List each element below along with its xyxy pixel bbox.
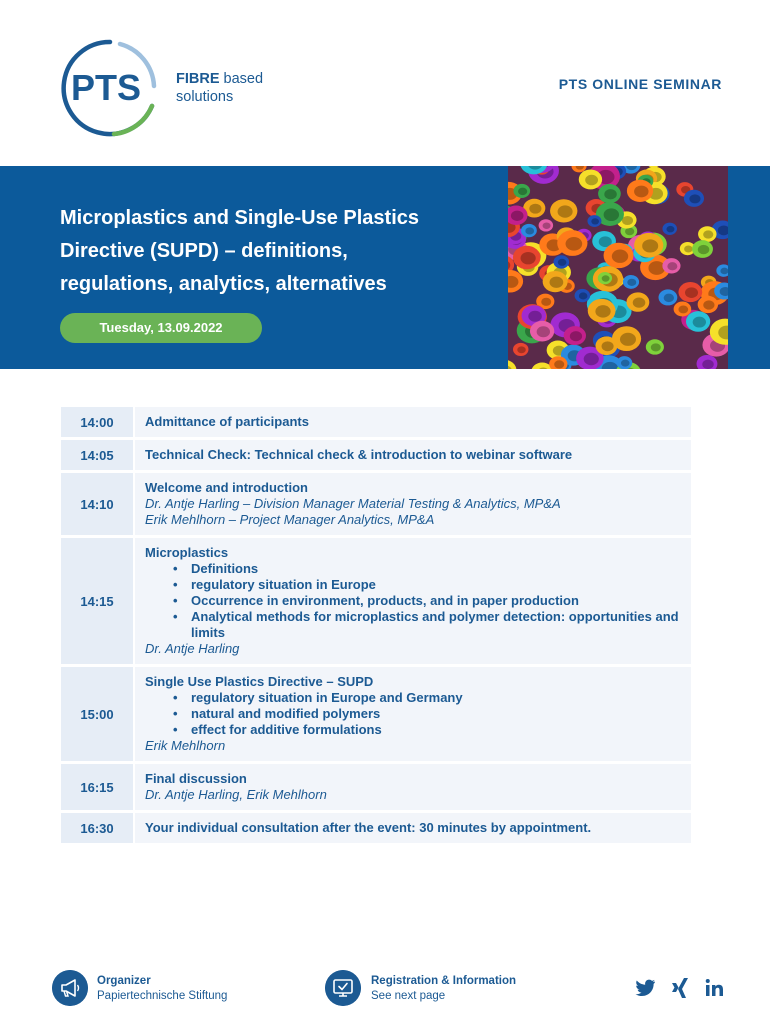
- agenda-head: Welcome and introduction: [145, 480, 308, 495]
- straw-hole: [685, 287, 698, 298]
- straw-hole: [525, 227, 534, 234]
- straw-hole: [634, 186, 648, 198]
- list-item: • effect for additive formulations: [173, 722, 681, 738]
- straw-hole: [579, 292, 588, 299]
- registration-note: See next page: [371, 990, 446, 1002]
- straw-hole: [570, 331, 582, 341]
- straw-hole: [511, 211, 524, 221]
- plastic-straws-image: [508, 166, 728, 369]
- straw-hole: [595, 305, 610, 318]
- organizer-block: [97, 974, 227, 1004]
- straw-hole: [541, 298, 551, 306]
- twitter-icon[interactable]: [633, 976, 657, 1000]
- list-item: • natural and modified polymers: [173, 706, 681, 722]
- registration-label: Registration & Information: [371, 975, 517, 987]
- list-item: • regulatory situation in Europe: [173, 577, 681, 593]
- table-row: [61, 764, 691, 810]
- title-line: regulations, analytics, alternatives: [60, 273, 387, 295]
- table-row: [61, 813, 691, 843]
- agenda-time: 16:15: [61, 764, 133, 810]
- straw-hole: [664, 294, 674, 302]
- table-row: [61, 538, 691, 664]
- straw-hole: [591, 218, 599, 224]
- straw-hole: [517, 346, 526, 353]
- agenda-speaker: Dr. Antje Harling – Division Manager Material Testing & Analytics, MP&A: [145, 496, 561, 511]
- xing-icon[interactable]: [668, 976, 692, 1000]
- list-item: • Occurrence in environment, products, and in paper production: [173, 593, 681, 609]
- agenda-time: 16:30: [61, 813, 133, 843]
- straw-hole: [698, 245, 709, 254]
- table-row: [61, 440, 691, 470]
- table-row: [61, 473, 691, 535]
- agenda-content: [135, 538, 691, 664]
- table-row: [61, 667, 691, 761]
- straw-hole: [648, 261, 665, 275]
- straw-hole: [684, 245, 693, 252]
- title-line: Microplastics and Single-Use Plastics: [60, 207, 420, 229]
- straw-hole: [627, 279, 636, 286]
- straw-hole: [703, 230, 713, 238]
- straw-hole: [703, 300, 714, 309]
- agenda-content: [135, 407, 691, 437]
- registration-block: [371, 974, 516, 1004]
- agenda-speaker: Dr. Antje Harling: [145, 641, 240, 656]
- logo-tagline: [176, 70, 263, 106]
- agenda-head: Final discussion: [145, 771, 247, 786]
- agenda-speaker: Dr. Antje Harling, Erik Mehlhorn: [145, 787, 327, 802]
- straw-hole: [543, 222, 551, 229]
- straw-hole: [633, 298, 646, 308]
- agenda-content: [135, 440, 691, 470]
- straw-hole: [584, 353, 599, 365]
- straw-hole: [521, 252, 536, 264]
- page-title: [60, 202, 500, 301]
- straw-hole: [693, 317, 706, 328]
- agenda-head: Technical Check: Technical check & introduction to webinar software: [145, 447, 573, 462]
- straw-hole: [622, 216, 633, 225]
- organizer-label: Organizer: [97, 975, 151, 987]
- agenda-content: [135, 764, 691, 810]
- date-badge: Tuesday, 13.09.2022: [60, 313, 262, 343]
- straw-hole: [620, 333, 636, 346]
- straw-hole: [602, 341, 614, 351]
- organizer-name: Papiertechnische Stiftung: [97, 990, 228, 1002]
- straw-hole: [612, 249, 628, 262]
- tagline-line2: solutions: [176, 89, 234, 105]
- agenda-time: 14:15: [61, 538, 133, 664]
- straw-hole: [651, 343, 661, 351]
- bullet-list: [145, 561, 681, 641]
- straw-hole: [625, 228, 634, 236]
- monitor-check-icon: [325, 970, 361, 1006]
- straw-hole: [558, 205, 573, 217]
- straw-hole: [702, 360, 713, 369]
- tagline-bold: FIBRE: [176, 71, 220, 87]
- logo-text: PTS: [70, 67, 142, 108]
- straw-hole: [602, 275, 610, 281]
- straw-hole: [678, 305, 688, 313]
- seminar-label: PTS ONLINE SEMINAR: [558, 76, 722, 92]
- agenda-time: 14:10: [61, 473, 133, 535]
- linkedin-icon[interactable]: [703, 976, 727, 1000]
- agenda-time: 15:00: [61, 667, 133, 761]
- tagline-rest: based: [219, 71, 264, 87]
- list-item: • Analytical methods for microplastics and polymer detection: opportunities and limits: [173, 609, 681, 641]
- straw-hole: [518, 188, 527, 195]
- table-row: [61, 407, 691, 437]
- straw-hole: [550, 277, 564, 288]
- straw-hole: [604, 208, 619, 221]
- straw-hole: [566, 237, 583, 251]
- agenda-content: [135, 473, 691, 535]
- agenda-speaker: Erik Mehlhorn – Project Manager Analytics, MP&A: [145, 512, 435, 527]
- footer: [0, 966, 770, 1010]
- agenda-time: 14:05: [61, 440, 133, 470]
- hero-banner: [0, 166, 770, 369]
- straw-hole: [689, 194, 700, 203]
- agenda-speaker: Erik Mehlhorn: [145, 738, 226, 753]
- agenda-head: Microplastics: [145, 545, 229, 560]
- title-line: Directive (SUPD) – definitions,: [60, 240, 348, 262]
- straw-hole: [529, 204, 541, 214]
- straw-hole: [666, 226, 674, 233]
- agenda-content: [135, 667, 691, 761]
- agenda-head: Single Use Plastics Directive – SUPD: [145, 674, 374, 689]
- straw-hole: [642, 239, 658, 252]
- list-item: • Definitions: [173, 561, 681, 577]
- straw-hole: [528, 311, 542, 322]
- agenda-content: [135, 813, 691, 843]
- straw-hole: [621, 360, 630, 367]
- straw-hole: [558, 259, 567, 266]
- agenda-table: [61, 407, 691, 846]
- agenda-head: Admittance of participants: [145, 414, 309, 429]
- agenda-time: 14:00: [61, 407, 133, 437]
- bullet-list: [145, 690, 681, 738]
- straw-hole: [585, 175, 598, 186]
- pts-logo: [50, 36, 162, 140]
- straw-hole: [604, 189, 616, 199]
- straw-hole: [667, 262, 677, 270]
- straw-hole: [537, 326, 550, 337]
- list-item: • regulatory situation in Europe and Germany: [173, 690, 681, 706]
- agenda-head: Your individual consultation after the event: 30 minutes by appointment.: [145, 820, 592, 835]
- straw-hole: [554, 360, 564, 368]
- megaphone-icon: [52, 970, 88, 1006]
